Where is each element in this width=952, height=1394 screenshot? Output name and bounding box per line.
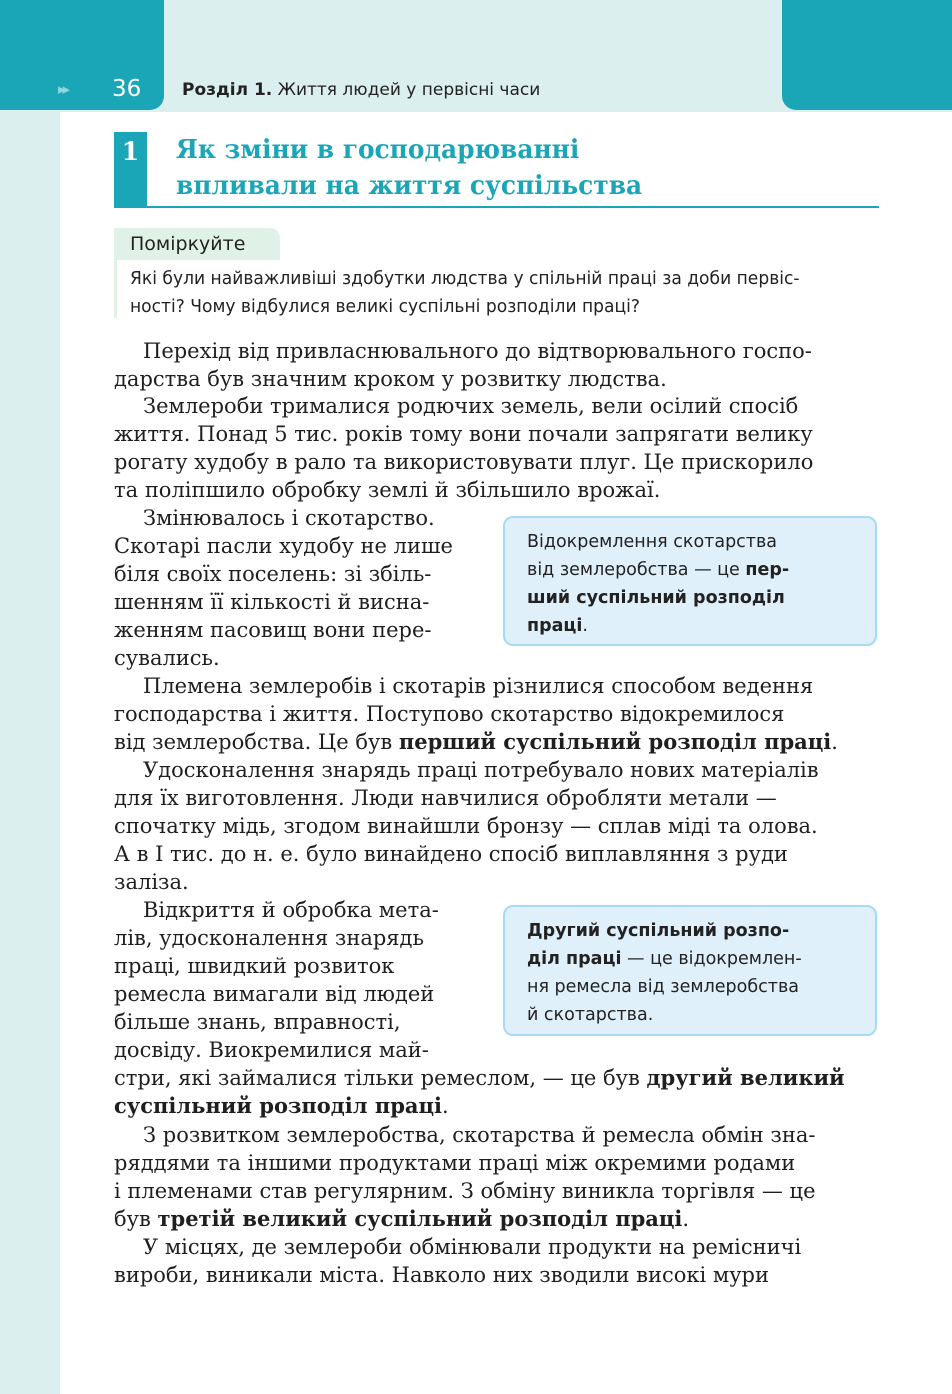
callout-line: від землеробства — це пер- <box>527 560 790 580</box>
section-number: 1 <box>114 132 147 208</box>
section-title-line: Як зміни в господарюванні <box>176 135 580 165</box>
text-line: заліза. <box>114 870 189 894</box>
text-line: ремесла вимагали від людей <box>114 982 435 1006</box>
text-line: біля своїх поселень: зі збіль- <box>114 562 432 586</box>
callout-second-division <box>503 905 877 1036</box>
think-label: Поміркуйте <box>114 228 280 260</box>
page-number: 36 <box>112 76 142 102</box>
section-divider <box>114 206 879 208</box>
text-line: спочатку мідь, згодом винайшли бронзу — сплав міді та олова. <box>114 814 818 838</box>
text-line: для їх виготовлення. Люди навчилися обробляти метали — <box>114 786 777 810</box>
callout-line: праці. <box>527 616 588 636</box>
text-line: Землероби трималися родючих земель, вели осілий спосіб <box>143 394 799 418</box>
text-line: життя. Понад 5 тис. років тому вони почали запрягати велику <box>114 422 813 446</box>
text-line: женням пасовищ вони пере- <box>114 618 432 642</box>
text-line: господарства і життя. Поступово скотарство відокремилося <box>114 702 785 726</box>
text-line: вироби, виникали міста. Навколо них зводили високі мури <box>114 1263 769 1287</box>
text-line: від землеробства. Це був перший суспільний розподіл праці. <box>114 729 838 754</box>
text-line: і племенами став регулярним. З обміну виникла торгівля — це <box>114 1179 816 1203</box>
text-line: Змінювалось і скотарство. <box>143 506 435 530</box>
text-line: стри, які займалися тільки ремеслом, — це був другий великий <box>114 1065 845 1090</box>
think-line: Які були найважливіші здобутки людства у спільній праці за доби первіс- <box>130 269 800 289</box>
text-line: А в І тис. до н. е. було винайдено спосіб виплавляння з руди <box>114 842 788 866</box>
callout-first-division <box>503 516 877 646</box>
text-line: суспільний розподіл праці. <box>114 1093 449 1118</box>
running-head <box>182 80 540 100</box>
text-line: дарства був значним кроком у розвитку людства. <box>114 367 667 391</box>
text-line: Скотарі пасли худобу не лише <box>114 534 453 558</box>
text-line: З розвитком землеробства, скотарства й ремесла обмін зна- <box>143 1123 816 1147</box>
text-line: праці, швидкий розвиток <box>114 954 395 978</box>
text-line: ряддями та іншими продуктами праці між окремими родами <box>114 1151 796 1175</box>
text-line: лів, удосконалення знарядь <box>114 926 424 950</box>
callout-line: ший суспільний розподіл <box>527 588 785 608</box>
text-line: Племена землеробів і скотарів різнилися способом ведення <box>143 674 814 698</box>
callout-line: Відокремлення скотарства <box>527 532 778 552</box>
text-line: рогату худобу в рало та використовувати плуг. Це прискорило <box>114 450 814 474</box>
think-questions <box>114 260 882 318</box>
text-line: Відкриття й обробка мета- <box>143 898 439 922</box>
text-line: Удосконалення знарядь праці потребувало нових матеріалів <box>143 758 819 782</box>
chapter-title: Життя людей у первісні часи <box>272 80 541 100</box>
section-title-line: впливали на життя суспільства <box>176 171 643 201</box>
think-line: ності? Чому відбулися великі суспільні розподіли праці? <box>130 297 641 317</box>
text-line: У місцях, де землероби обмінювали продукти на ремісничі <box>143 1235 802 1259</box>
text-line: був третій великий суспільний розподіл праці. <box>114 1206 690 1231</box>
text-line: та поліпшило обробку землі й збільшило врожаї. <box>114 478 661 502</box>
text-line: шенням її кількості й висна- <box>114 590 430 614</box>
chapter-label: Розділ 1. <box>182 80 273 100</box>
text-line: досвіду. Виокремилися май- <box>114 1038 429 1062</box>
section-title <box>176 132 866 204</box>
corner-tab <box>782 0 952 110</box>
text-line: Перехід від привласнювального до відтворювального госпо- <box>143 339 812 363</box>
text-line: сувались. <box>114 646 220 670</box>
double-arrow-icon: ▸▸ <box>58 80 68 98</box>
callout-line: ня ремесла від землеробства <box>527 977 799 997</box>
callout-line: Другий суспільний розпо- <box>527 921 790 941</box>
left-margin-band <box>0 0 60 1394</box>
callout-line: й скотарства. <box>527 1005 654 1025</box>
text-line: більше знань, вправності, <box>114 1010 401 1034</box>
callout-line: діл праці — це відокремлен- <box>527 949 802 969</box>
